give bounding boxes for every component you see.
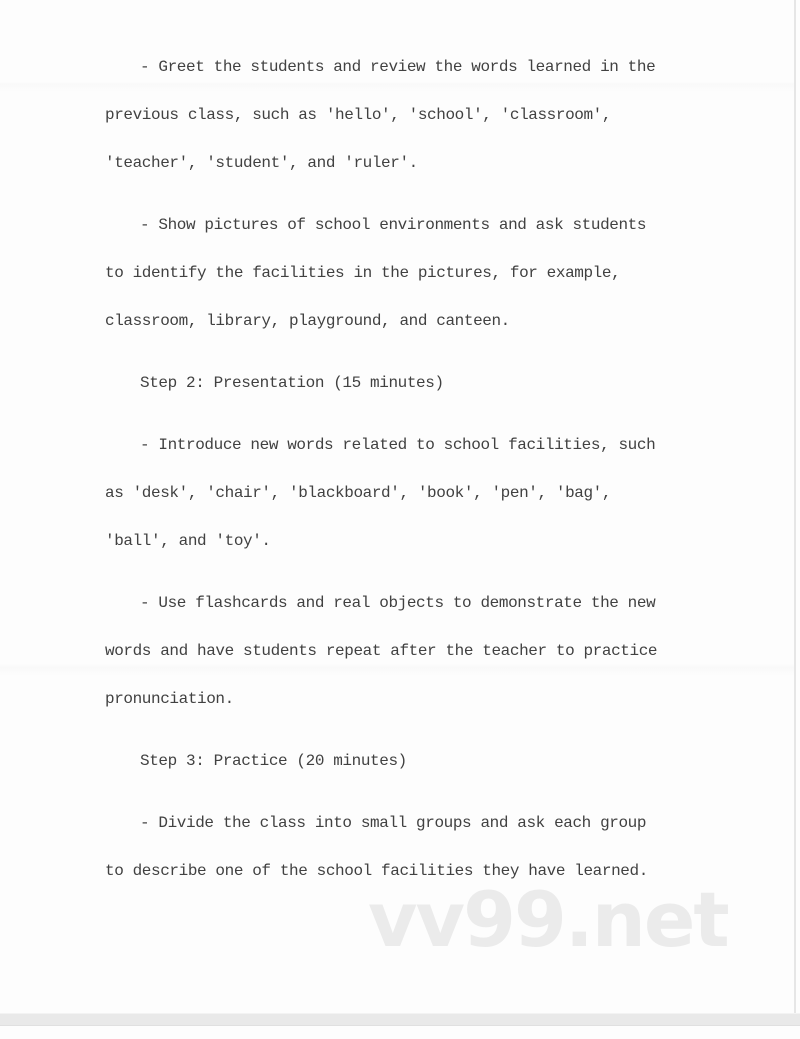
page-separator-bar	[0, 1013, 800, 1026]
right-gutter	[796, 0, 800, 1039]
paragraph: - Divide the class into small groups and ask each group to describe one of the school facilities they have learned.	[105, 814, 648, 880]
watermark-text: vv99.net	[368, 875, 728, 964]
paragraph: - Use flashcards and real objects to demonstrate the new words and have students repeat after the teacher to practice pronunciation.	[105, 594, 658, 708]
paragraph: - Greet the students and review the words learned in the previous class, such as 'hello', 'school', 'classroom', 'teacher', 'student', and 'ruler'.	[105, 58, 656, 172]
paragraph: - Show pictures of school environments and ask students to identify the facilities in the pictures, for example, classroom, library, playground, and canteen.	[105, 216, 647, 330]
next-page-edge	[0, 1026, 800, 1039]
document-text-block	[105, 43, 730, 909]
paragraph: - Introduce new words related to school facilities, such as 'desk', 'chair', 'blackboard', 'book', 'pen', 'bag', 'ball', and 'toy'.	[105, 436, 656, 550]
paragraph: Step 3: Practice (20 minutes)	[140, 752, 407, 770]
paragraph: Step 2: Presentation (15 minutes)	[140, 374, 444, 392]
